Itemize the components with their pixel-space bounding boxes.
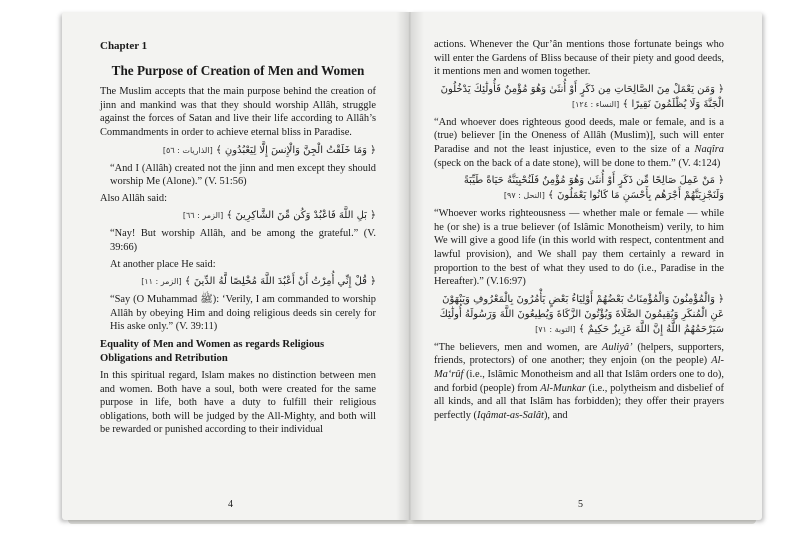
quote-text: ), and xyxy=(543,409,568,421)
arabic-text: ﴿ بَلِ اللَّهَ فَاعْبُدْ وَكُن مِّنَ الشَّاكِرِينَ ﴾ xyxy=(226,210,376,222)
also-line: Also Allâh said: xyxy=(100,192,167,204)
arabic-text: ﴿ وَمَن يَعْمَلْ مِنَ الصَّالِحَاتِ مِن ذَكَرٍ أَوْ أُنثَىٰ وَهُوَ مُؤْمِنٌ فَأُولَٰئِكَ يَدْخُلُونَ الْجَنَّةَ وَلَا يُظْلَمُونَ نَقِيرًا ﴾ xyxy=(440,83,724,110)
intro-paragraph: The Muslim accepts that the main purpose behind the creation of jinn and mankind was that they should worship Allâh, struggle against the forces of Satan and live their life according to Allâh’s Commandments in order to achieve eternal bliss in Paradise. xyxy=(100,86,376,138)
arabic-verse-3 xyxy=(434,292,724,337)
verse-reference: [الزمر : ٦٦] xyxy=(182,211,224,221)
verse-reference: [الذاريات : ٥٦] xyxy=(162,145,213,155)
verse-reference: [النحل : ٩٧] xyxy=(503,191,545,201)
arabic-text: ﴿ قُلْ إِنِّي أُمِرْتُ أَنْ أَعْبُدَ اللَّهَ مُخْلِصًا لَّهُ الدِّينَ ﴾ xyxy=(184,276,376,288)
arabic-verse-1 xyxy=(100,143,376,158)
quote-3: “Say (O Muhammad ﷺ): ‘Verily, I am commanded to worship Allâh by obeying Him and doing religious deeds sin cerely for His aske only.” (V. 39:11) xyxy=(110,294,376,333)
quote-text: “The believers, men and women, are xyxy=(434,341,602,353)
quote-term: Al-Munkar xyxy=(540,382,586,394)
quote-text: (i.e., polytheism and disbelief of all kinds, and all that Islâm has forbidden); they offer their prayers perfectly ( xyxy=(434,382,724,421)
quote-2: “Nay! But worship Allâh, and be among the grateful.” (V. 39:66) xyxy=(110,228,376,253)
verse-reference: [النساء : ١٢٤] xyxy=(571,99,620,109)
quote-term: Al-Ma‘rûf xyxy=(434,355,724,380)
quote-term: Naqîra xyxy=(694,143,724,155)
quote-text: (helpers, supporters, friends, protectors) of one another; they enjoin (on the people) xyxy=(434,341,724,367)
arabic-text: ﴿ وَالْمُؤْمِنُونَ وَالْمُؤْمِنَاتُ بَعْضُهُمْ أَوْلِيَاءُ بَعْضٍ يَأْمُرُونَ بِالْمَعْرُوفِ وَيَنْهَوْنَ عَنِ الْمُنكَرِ وَيُقِيمُونَ الصَّلَاةَ وَيُؤْتُونَ الزَّكَاةَ وَيُطِيعُونَ اللَّهَ وَرَسُولَهُ أُولَٰئِكَ سَيَرْحَمُهُمُ اللَّهُ إِنَّ اللَّهَ عَزِيزٌ حَكِيمٌ ﴾ xyxy=(439,293,724,335)
another-line: At another place He said: xyxy=(110,258,216,270)
right-page xyxy=(410,12,762,520)
arabic-verse-2 xyxy=(434,173,724,203)
left-page-text xyxy=(100,40,376,440)
quote-term: Iqâmat-as-Salât xyxy=(476,409,544,421)
arabic-text: ﴿ مَنْ عَمِلَ صَالِحًا مِّن ذَكَرٍ أَوْ أُنثَىٰ وَهُوَ مُؤْمِنٌ فَلَنُحْيِيَنَّهُ حَيَاةً طَيِّبَةً وَلَنَجْزِيَنَّهُمْ أَجْرَهُم بِأَحْسَنِ مَا كَانُوا يَعْمَلُونَ ﴾ xyxy=(463,175,724,202)
quote-2: “Whoever works righteousness — whether male or female — while he (or she) is a true believer (of Islâmic Monotheism) verily, to him We will give a good life (in this world with respect, contentment and lawful provision), and We shall pay them certainly a reward in proportion to the best of what they used to do (i.e., Paradise in the Hereafter).” (V.16:97) xyxy=(434,208,724,288)
arabic-text: ﴿ وَمَا خَلَقْتُ الْجِنَّ وَالْإِنسَ إِلَّا لِيَعْبُدُونِ ﴾ xyxy=(215,144,376,156)
quote-term: Auliyâ’ xyxy=(602,341,633,353)
section-subheading: Equality of Men and Women as regards Religious Obligations and Retribution xyxy=(100,338,325,364)
arabic-verse-2 xyxy=(100,208,376,223)
book-gutter-shadow xyxy=(396,12,424,520)
left-page xyxy=(62,12,410,520)
verse-reference: [التوبة : ٧١] xyxy=(535,324,576,334)
quote-text: (speck on the back of a date stone), will be done to them.” (V. 4:124) xyxy=(434,157,721,169)
chapter-heading: Chapter 1 xyxy=(100,40,148,52)
verse-reference: [الزمر : ١١] xyxy=(141,277,182,287)
quote-1 xyxy=(434,116,724,170)
arabic-verse-1 xyxy=(434,82,724,112)
quote-text: “And whoever does righteous good deeds, male or female, and is a (true) believer [in the Oneness of Allâh (Muslim)], such will enter Paradise and not the least injustice, even to the size of a xyxy=(434,116,724,155)
open-book xyxy=(62,12,762,532)
page-title: The Purpose of Creation of Men and Women xyxy=(111,62,365,78)
body-paragraph: In this spiritual regard, Islam makes no distinction between men and women. Both have a soul, both were created for the same purpose in life, both have a duty to fulfill their religious obligations, both will be judged by the All-Mighty, and both will be rewarded or punished according to their individual xyxy=(100,370,376,436)
quote-1: “And I (Allâh) created not the jinn and men except they should worship Me (Alone).” (V. 51:56) xyxy=(110,162,376,188)
page-number-left: 4 xyxy=(228,499,233,510)
page-number-right: 5 xyxy=(578,499,583,510)
quote-3 xyxy=(434,341,724,423)
arabic-verse-3 xyxy=(100,274,376,289)
quote-text: (i.e., Islâmic Monotheism and all that Islâm orders one to do), and forbid (people) from xyxy=(434,368,724,394)
intro-paragraph: actions. Whenever the Qur’ân mentions those fortunate beings who will enter the Gardens of Bliss because of their piety and good deeds, it mentions men and women together. xyxy=(434,39,724,78)
right-page-text xyxy=(434,38,724,425)
